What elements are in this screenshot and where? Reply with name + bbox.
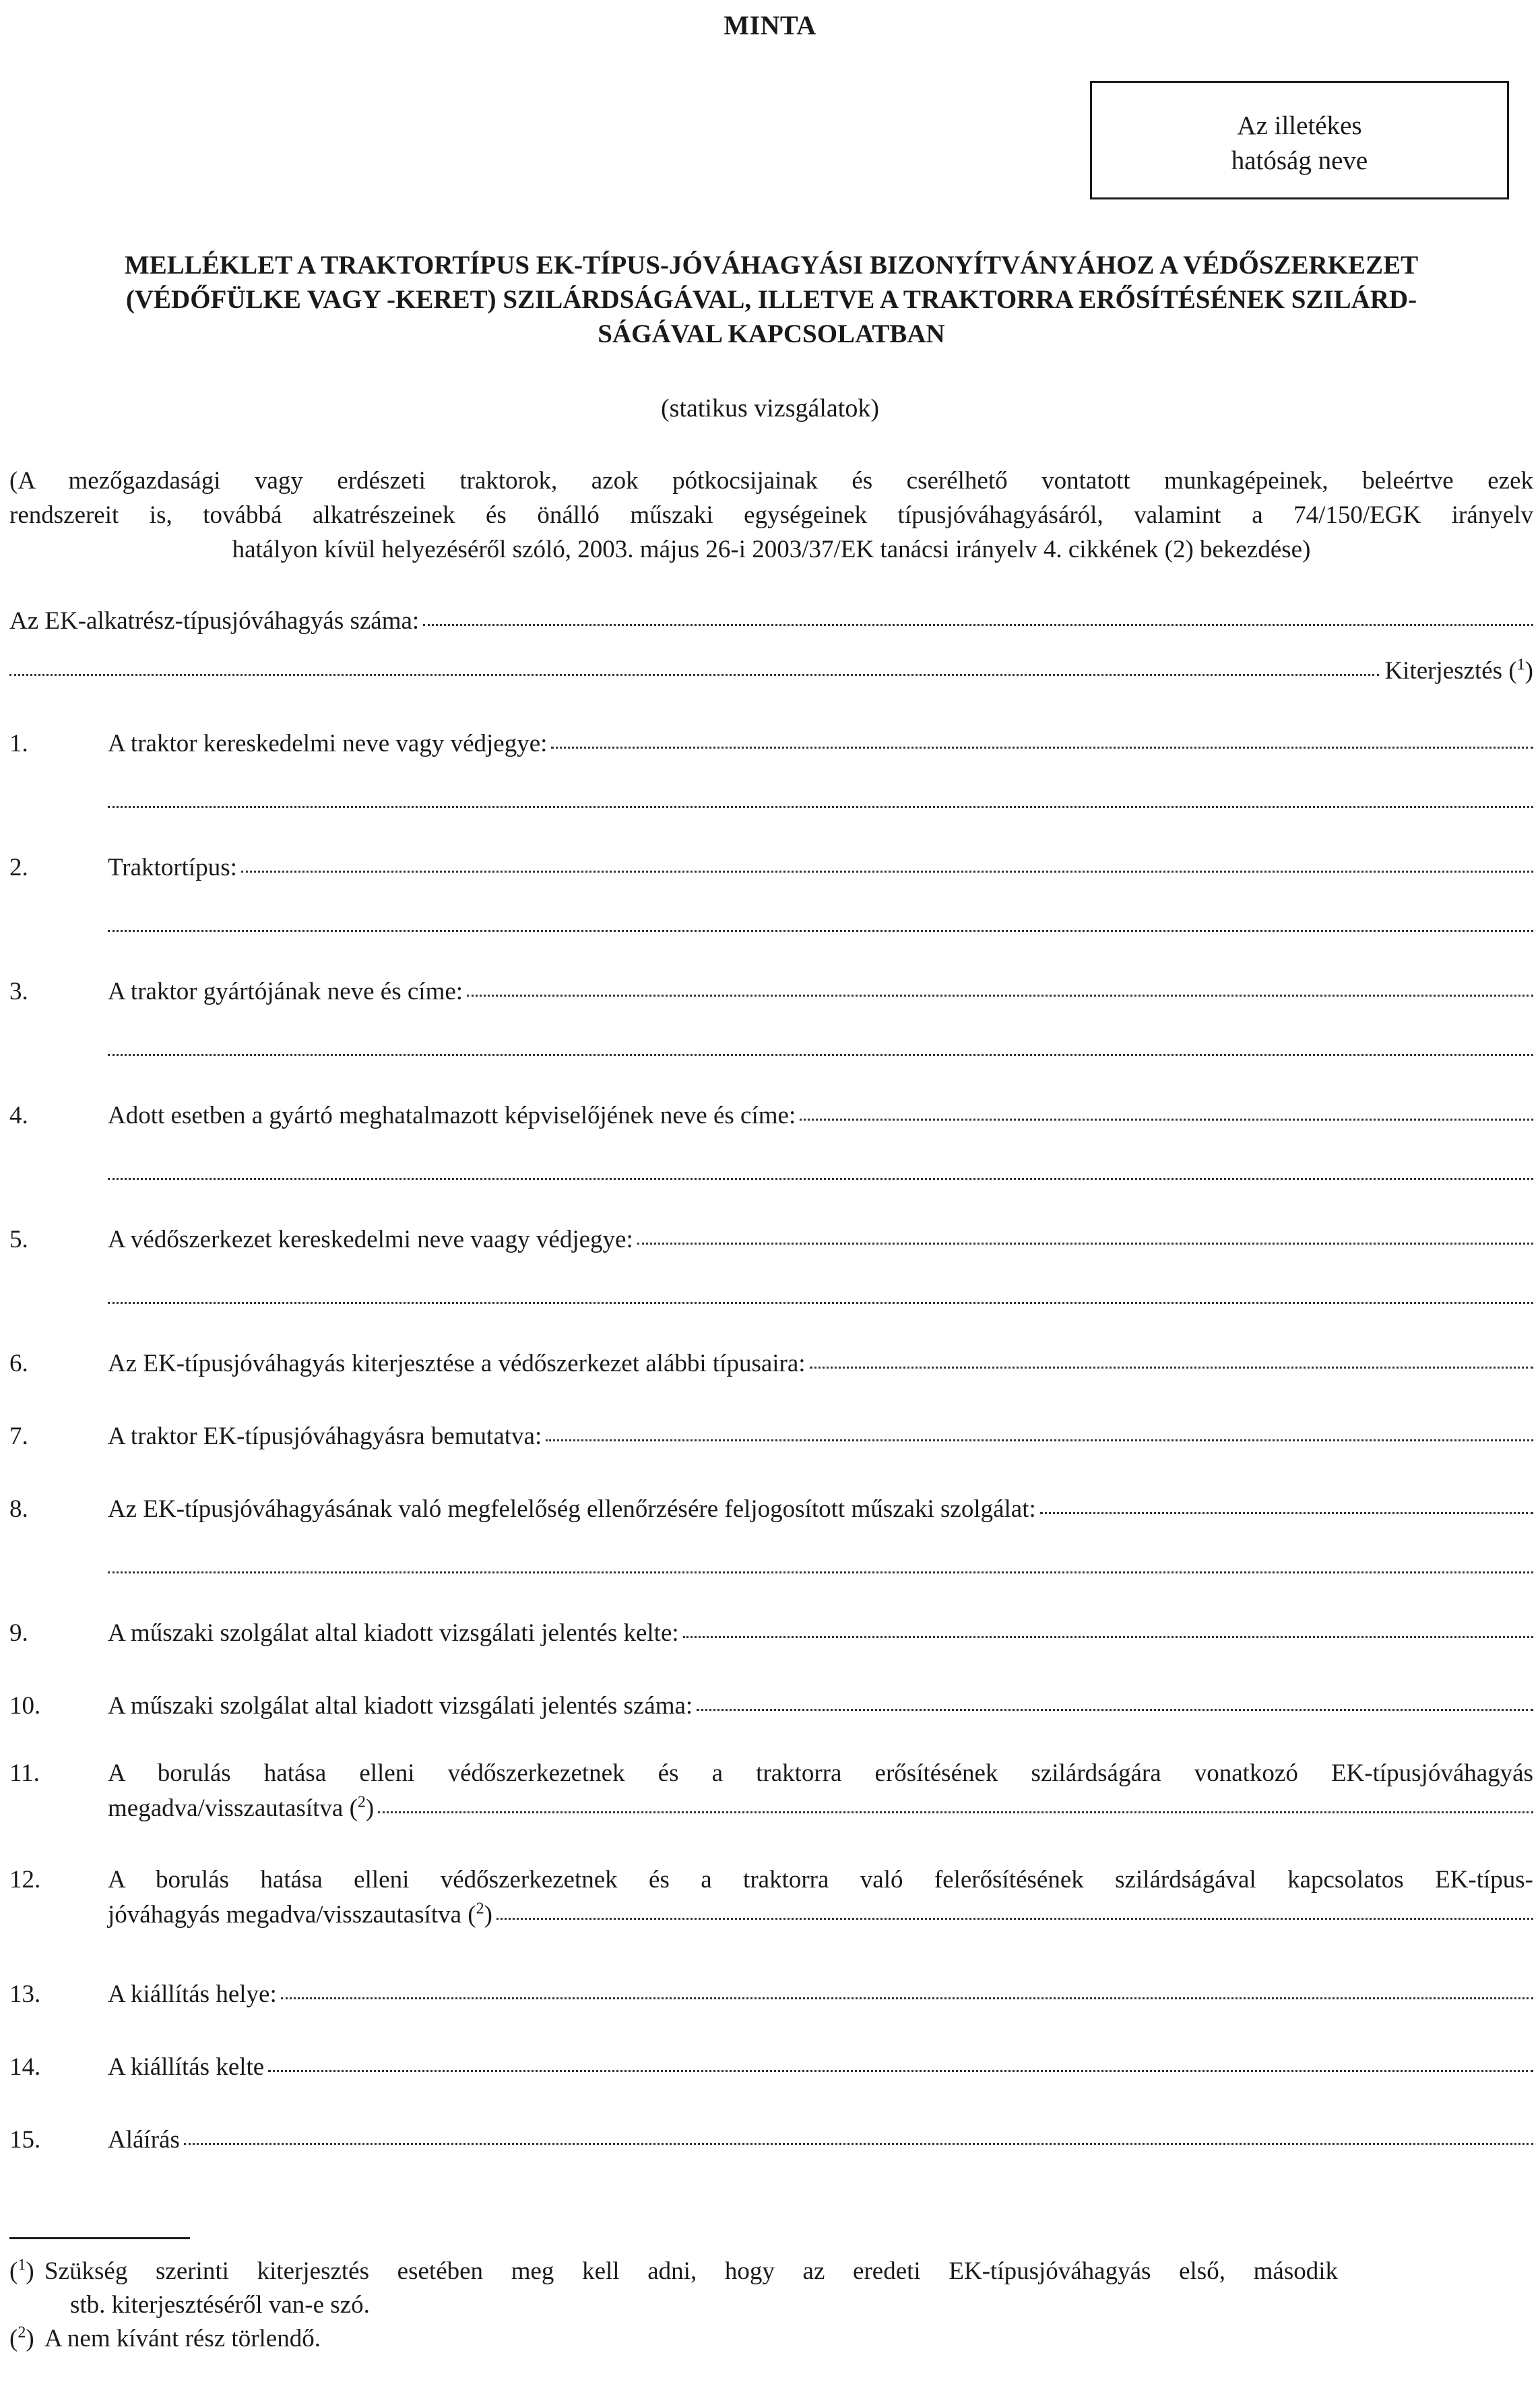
item-1-label: A traktor kereskedelmi neve vagy védjegye: xyxy=(108,730,548,757)
item-11-label-line-2: megadva/visszautasítva ($^2$) xyxy=(108,1793,375,1822)
authority-text xyxy=(1092,108,1507,179)
item-10: 10. A műszaki szolgálat altal kiadott vizsgálati jelentés száma: xyxy=(9,1691,1533,1720)
extension-row xyxy=(9,656,1533,685)
item-5-field-continued[interactable] xyxy=(108,1302,1533,1304)
item-4-field[interactable] xyxy=(800,1118,1533,1121)
footnote-ref-1: 1 xyxy=(1516,656,1525,674)
form-heading: MINTA xyxy=(724,10,816,40)
item-15-label: Aláírás xyxy=(108,2126,180,2154)
item-4-label: Adott esetben a gyártó meghatalmazott képviselőjének neve és címe: xyxy=(108,1102,796,1129)
item-1-field[interactable] xyxy=(551,746,1533,749)
item-8-field[interactable] xyxy=(1040,1511,1533,1514)
footnote-2 xyxy=(9,2322,1533,2356)
item-11-field[interactable] xyxy=(378,1811,1533,1813)
legal-line-3: hatályon kívül helyezéséről szóló, 2003. május 26-i 2003/37/EK tanácsi irányelv 4. cikkének (2) bekezdése) xyxy=(232,536,1311,563)
item-10-field[interactable] xyxy=(697,1708,1533,1711)
footnote-2-line-1: A nem kívánt rész törlendő. xyxy=(44,2325,321,2352)
extension-field[interactable] xyxy=(9,673,1379,676)
item-7-label: A traktor EK-típusjóváhagyásra bemutatva: xyxy=(108,1423,542,1450)
footnote-separator xyxy=(9,2237,190,2239)
item-12-field[interactable] xyxy=(496,1917,1533,1920)
item-4-field-continued[interactable] xyxy=(108,1178,1533,1180)
approval-number-field[interactable] xyxy=(423,623,1533,626)
item-5-label: A védőszerkezet kereskedelmi neve vaagy védjegye: xyxy=(108,1226,633,1253)
title-line-3: SÁGÁVAL KAPCSOLATBAN xyxy=(598,319,945,348)
item-11: 11. A borulás hatása elleni védőszerkezetnek és a traktorra erősítésének szilárdságára vonatkozó EK-típusjóváhagyás megadva/visszautasítva ($^2$) xyxy=(9,1756,1533,1830)
item-8-field-continued[interactable] xyxy=(108,1571,1533,1573)
item-7-field[interactable] xyxy=(546,1439,1533,1441)
item-12-label-line-2: jóváhagyás megadva/visszautasítva ($^2$) xyxy=(108,1900,492,1929)
item-14-field[interactable] xyxy=(268,2069,1533,2072)
footnote-1-line-2: stb. kiterjesztéséről van-e szó. xyxy=(70,2291,370,2319)
title-line-1: MELLÉKLET A TRAKTORTÍPUS EK-TÍPUS-JÓVÁHAGYÁSI BIZONYÍTVÁNYÁHOZ A VÉDŐSZERKEZET xyxy=(124,251,1419,280)
item-8-label: Az EK-típusjóváhagyásának való megfelelőség ellenőrzésére feljogosított műszaki szolgálat: xyxy=(108,1495,1036,1523)
title-line-2: (VÉDŐFÜLKE VAGY -KERET) SZILÁRDSÁGÁVAL, ILLETVE A TRAKTORRA ERŐSÍTÉSÉNEK SZILÁRD- xyxy=(125,285,1417,314)
approval-number-label: Az EK-alkatrész-típusjóváhagyás száma: xyxy=(9,607,420,635)
approval-number-row xyxy=(9,606,1533,635)
item-12: 12. A borulás hatása elleni védőszerkezetnek és a traktorra való felerősítésének szilárdságával kapcsolatos EK-típus- jóváhagyás megadva/visszautasítva ($^2$) xyxy=(9,1863,1533,1937)
item-7: 7. A traktor EK-típusjóváhagyásra bemutatva: xyxy=(9,1422,1533,1451)
item-13-label: A kiállítás helye: xyxy=(108,1980,277,2008)
item-6-label: Az EK-típusjóváhagyás kiterjesztése a védőszerkezet alábbi típusaira: xyxy=(108,1350,806,1377)
legal-line-1: (A mezőgazdasági vagy erdészeti traktorok, azok pótkocsijainak és cserélhető vontatott munkagépeinek, beleértve ezek xyxy=(9,467,1533,495)
item-3-field-continued[interactable] xyxy=(108,1054,1533,1056)
authority-line-2: hatóság neve xyxy=(1231,146,1368,175)
item-2: 2. Traktortípus: xyxy=(9,853,1533,882)
footnote-1 xyxy=(9,2255,1533,2322)
item-3: 3. A traktor gyártójának neve és címe: xyxy=(9,977,1533,1006)
item-12-label-line-1: A borulás hatása elleni védőszerkezetnek és a traktorra való felerősítésének szilárdságával kapcsolatos EK-típus- xyxy=(108,1866,1533,1894)
item-13: 13. A kiállítás helye: xyxy=(9,1980,1533,2009)
extension-label: Kiterjesztés ($^1$) xyxy=(1384,656,1533,685)
item-9-label: A műszaki szolgálat altal kiadott vizsgálati jelentés kelte: xyxy=(108,1619,679,1647)
item-9-field[interactable] xyxy=(683,1635,1533,1638)
item-5-field[interactable] xyxy=(637,1242,1533,1245)
item-4: 4. Adott esetben a gyártó meghatalmazott képviselőjének neve és címe: xyxy=(9,1101,1533,1130)
item-9: 9. A műszaki szolgálat altal kiadott vizsgálati jelentés kelte: xyxy=(9,1619,1533,1648)
item-2-field[interactable] xyxy=(241,870,1533,873)
document-title xyxy=(27,248,1516,351)
footnote-1-mark: ($^1$) xyxy=(9,2256,34,2285)
item-5: 5. A védőszerkezet kereskedelmi neve vaagy védjegye: xyxy=(9,1225,1533,1254)
item-15-field[interactable] xyxy=(184,2142,1533,2145)
item-8: 8. Az EK-típusjóváhagyásának való megfelelőség ellenőrzésére feljogosított műszaki szolgálat: xyxy=(9,1495,1533,1524)
footnote-ref-2: 2 xyxy=(357,1793,366,1811)
footnote-ref-2b: 2 xyxy=(476,1900,484,1918)
item-10-label: A műszaki szolgálat altal kiadott vizsgálati jelentés száma: xyxy=(108,1692,693,1720)
item-3-label: A traktor gyártójának neve és címe: xyxy=(108,978,463,1005)
legal-line-2: rendszereit is, továbbá alkatrészeinek és önálló műszaki egységeinek típusjóváhagyásáról, valamint a 74/150/EGK irányelv xyxy=(9,501,1533,529)
item-14: 14. A kiállítás kelte xyxy=(9,2053,1533,2082)
item-1-field-continued[interactable] xyxy=(108,806,1533,808)
item-11-label-line-1: A borulás hatása elleni védőszerkezetnek és a traktorra erősítésének szilárdságára vonatkozó EK-típusjóváhagyás xyxy=(108,1759,1533,1787)
subtitle: (statikus vizsgálatok) xyxy=(661,394,879,423)
footnote-1-line-1: Szükség szerinti kiterjesztés esetében meg kell adni, hogy az eredeti EK-típusjóváhagyás első, második xyxy=(44,2257,1338,2285)
item-13-field[interactable] xyxy=(281,1997,1533,1999)
legal-reference xyxy=(9,464,1533,567)
authority-line-1: Az illetékes xyxy=(1237,111,1362,140)
item-2-field-continued[interactable] xyxy=(108,930,1533,932)
footnote-2-mark: ($^2$) xyxy=(9,2323,34,2352)
item-6: 6. Az EK-típusjóváhagyás kiterjesztése a védőszerkezet alábbi típusaira: xyxy=(9,1349,1533,1378)
issuing-authority-box xyxy=(1090,81,1509,199)
item-2-label: Traktortípus: xyxy=(108,854,237,881)
item-14-label: A kiállítás kelte xyxy=(108,2053,265,2081)
item-1: 1. A traktor kereskedelmi neve vagy védjegye: xyxy=(9,729,1533,758)
item-15: 15. Aláírás xyxy=(9,2125,1533,2154)
item-3-field[interactable] xyxy=(467,994,1533,997)
item-6-field[interactable] xyxy=(810,1366,1533,1369)
